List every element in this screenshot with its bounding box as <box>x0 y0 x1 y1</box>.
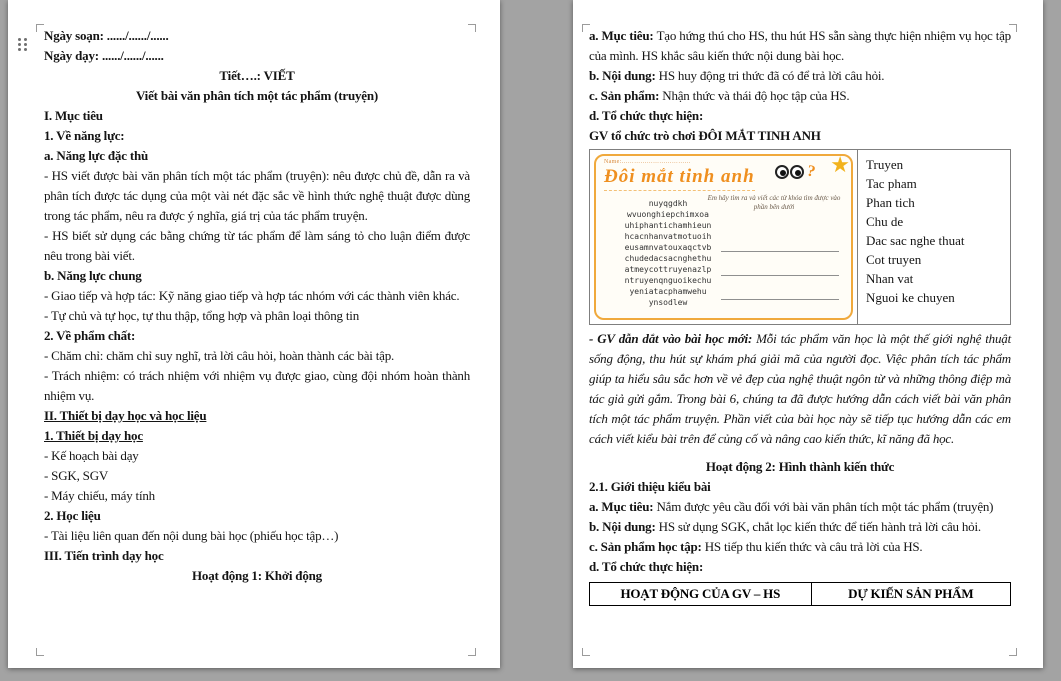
right-bottom-blocks <box>589 329 1011 577</box>
keyword-item: Cot truyen <box>866 252 922 267</box>
puzzle-letters-row: ntruyenqnguoikechu <box>624 276 712 285</box>
paragraph <box>44 506 470 526</box>
text-run: a. Năng lực đặc thù <box>44 148 149 163</box>
text-run: Viết bài văn phân tích một tác phẩm (truyện) <box>135 88 379 103</box>
text-run: Nắm được yêu cầu đối với bài văn phân tích một tác phẩm (truyện) <box>656 499 994 514</box>
paragraph <box>589 329 1011 449</box>
paragraph <box>44 266 470 286</box>
paragraph <box>44 526 470 546</box>
paragraph <box>44 366 470 406</box>
text-run: - Máy chiếu, máy tính <box>44 488 155 503</box>
keyword-item: Truyen <box>866 157 904 172</box>
puzzle-letters-row: uhiphantichamhieun <box>624 221 712 230</box>
paragraph <box>44 146 470 166</box>
text-run: Nhận thức và thái độ học tập của HS. <box>662 88 850 103</box>
text-run: HS huy động tri thức đã có để trả lời câu hỏi. <box>658 68 885 83</box>
puzzle-letters-row: eusamnvatouxaqctvb <box>624 243 712 252</box>
puzzle-letters-row: nuyqgdkh <box>648 199 688 208</box>
text-run: Hoạt động 2: Hình thành kiến thức <box>705 459 895 474</box>
text-run: HS tiếp thu kiến thức và câu trả lời của HS. <box>704 539 923 554</box>
name-label: Name:…………………………… <box>604 159 691 165</box>
text-run: 1. Thiết bị dạy học <box>44 428 143 443</box>
paragraph <box>44 66 470 86</box>
text-run: - GV dẫn dắt vào bài học mới: <box>589 331 757 346</box>
game-card-cell <box>590 150 858 324</box>
paragraph <box>44 466 470 486</box>
puzzle-letters-row: ynsodlew <box>648 298 688 307</box>
paragraph <box>589 557 1011 577</box>
text-run: - HS biết sử dụng các bằng chứng từ tác phẩm để làm sáng tỏ cho luận điểm được nêu trong bài viết. <box>44 228 470 263</box>
text-run: - SGK, SGV <box>44 468 109 483</box>
paragraph <box>44 126 470 146</box>
text-run: a. Mục tiêu: <box>589 499 657 514</box>
text-run: - Trách nhiệm: có trách nhiệm với nhiệm vụ được giao, cùng đội nhóm hoàn thành nhiệm vụ. <box>44 368 470 403</box>
right-page-content <box>573 0 1043 668</box>
paragraph <box>44 46 470 66</box>
googly-eyes-icon <box>775 163 815 181</box>
text-run: d. Tổ chức thực hiện: <box>589 108 704 123</box>
text-run: - Kế hoạch bài dạy <box>44 448 139 463</box>
paragraph <box>589 26 1011 66</box>
keyword-item: Nguoi ke chuyen <box>866 290 955 305</box>
answer-line <box>721 228 839 252</box>
paragraph <box>589 477 1011 497</box>
paragraph <box>44 346 470 366</box>
right-top-blocks <box>589 26 1011 146</box>
text-run: - HS viết được bài văn phân tích một tác phẩm (truyện): nêu được chủ đề, dẫn ra và phân tích được tác dụng của một vài nét đặc sắc về hình thức nghệ thuật được dùng trong tác phẩm, nêu ra được ý nghĩa, giá trị của tác phẩm truyện. <box>44 168 470 223</box>
keyword-item: Phan tich <box>866 195 915 210</box>
game-title: Đôi mắt tinh anh <box>604 166 755 191</box>
text-run: c. Sản phẩm học tập: <box>589 539 705 554</box>
text-run: - Tài liệu liên quan đến nội dung bài học (phiếu học tập…) <box>44 528 339 543</box>
paragraph <box>44 286 470 306</box>
answer-line <box>721 300 839 320</box>
paragraph <box>589 106 1011 126</box>
text-run: III. Tiến trình dạy học <box>44 548 164 563</box>
text-run: 2.1. Giới thiệu kiểu bài <box>589 479 711 494</box>
keyword-item: Tac pham <box>866 176 917 191</box>
paragraph <box>44 446 470 466</box>
text-run: GV tổ chức trò chơi ĐÔI MẮT TINH ANH <box>589 128 821 143</box>
table-header-du-kien: DỰ KIẾN SẢN PHẨM <box>811 583 1010 606</box>
eye-icon <box>790 165 804 179</box>
paragraph <box>589 497 1011 517</box>
text-run: Ngày dạy: ....../....../...... <box>44 48 164 63</box>
puzzle-letters-row: wvuonghiepchimxoa <box>627 210 709 219</box>
text-run: HS sử dụng SGK, chắt lọc kiến thức để tiến hành trả lời câu hỏi. <box>658 519 981 534</box>
paragraph <box>44 566 470 586</box>
answer-lines <box>721 228 839 320</box>
paragraph <box>44 486 470 506</box>
text-run: b. Năng lực chung <box>44 268 142 283</box>
text-run: d. Tổ chức thực hiện: <box>589 559 704 574</box>
word-search-blob <box>604 198 732 308</box>
paragraph <box>589 457 1011 477</box>
answer-line <box>721 252 839 276</box>
paragraph <box>44 86 470 106</box>
game-figure[interactable] <box>589 149 1011 325</box>
paragraph <box>44 166 470 226</box>
text-run: Tạo hứng thú cho HS, thu hút HS sẵn sàng thực hiện nhiệm vụ học tập của mình. HS khắc sâu kiến thức nội dung bài học. <box>589 28 1011 63</box>
table-header-row <box>590 583 1011 606</box>
text-run: - Chăm chỉ: chăm chỉ suy nghĩ, trả lời câu hỏi, hoàn thành các bài tập. <box>44 348 395 363</box>
answer-line <box>721 276 839 300</box>
paragraph <box>589 66 1011 86</box>
text-run: Hoạt động 1: Khởi động <box>192 568 322 583</box>
question-mark-icon: ? <box>805 162 817 181</box>
text-run: - Giao tiếp và hợp tác: Kỹ năng giao tiếp và hợp tác nhóm với các thành viên khác. <box>44 288 460 303</box>
paragraph <box>589 126 1011 146</box>
game-card <box>594 154 853 320</box>
paragraph <box>44 306 470 326</box>
puzzle-letters-row: yeniatacphamwehu <box>629 287 707 296</box>
paragraph <box>44 106 470 126</box>
text-run: Ngày soạn: ....../....../...... <box>44 28 169 43</box>
paragraph <box>589 537 1011 557</box>
text-run: 1. Về năng lực: <box>44 128 125 143</box>
gv-hs-table <box>589 582 1011 606</box>
paragraph <box>44 326 470 346</box>
text-run: 2. Học liệu <box>44 508 101 523</box>
game-instruction: Em hãy tìm ra và viết các từ khóa tìm được vào phần bên dưới <box>707 194 841 211</box>
text-run: 2. Về phẩm chất: <box>44 328 136 343</box>
text-run: I. Mục tiêu <box>44 108 103 123</box>
star-icon: ★ <box>830 154 850 177</box>
text-run: c. Sản phẩm: <box>589 88 663 103</box>
left-page-content <box>8 0 500 668</box>
text-run: a. Mục tiêu: <box>589 28 657 43</box>
text-run: Tiết….: VIẾT <box>219 68 295 83</box>
puzzle-letters-row: hcacnhanvatmotuoih <box>624 232 712 241</box>
text-run: b. Nội dung: <box>589 519 659 534</box>
paragraph <box>44 406 470 426</box>
paragraph <box>589 517 1011 537</box>
paragraph <box>44 426 470 446</box>
paragraph <box>44 546 470 566</box>
text-run: II. Thiết bị dạy học và học liệu <box>44 408 207 423</box>
text-run: Mỗi tác phẩm văn học là một thế giới nghệ thuật sống động, thu hút sự khám phá giải mã của người đọc. Việc phân tích tác phẩm giúp ta hiểu sâu sắc hơn về vẻ đẹp của nghệ thuật ngôn từ và những thông điệp mà tác giả gửi gắm. Trong bài 6, chúng ta đã được hướng dẫn cách viết bài văn phân tích một tác phẩm truyện. Phần viết của bài học này sẽ tiếp tục hướng dẫn các em cách viết kiểu bài trên để củng cố và nâng cao kiến thức, kĩ năng đã học. <box>589 331 1011 446</box>
puzzle-letters-row: chudedacsacnghethu <box>624 254 712 263</box>
text-run: b. Nội dung: <box>589 68 659 83</box>
text-run: - Tự chủ và tự học, tự thu thập, tổng hợp và phân loại thông tin <box>44 308 360 323</box>
keyword-item: Chu de <box>866 214 904 229</box>
keyword-item: Nhan vat <box>866 271 914 286</box>
puzzle-letters-row: atmeycottruyenazlp <box>624 265 712 274</box>
keyword-list <box>858 150 1010 324</box>
eye-icon <box>775 165 789 179</box>
keyword-item: Dac sac nghe thuat <box>866 233 965 248</box>
paragraph <box>44 226 470 266</box>
table-header-gv-hs: HOẠT ĐỘNG CỦA GV – HS <box>590 583 812 606</box>
paragraph <box>589 86 1011 106</box>
paragraph <box>44 26 470 46</box>
document-page-right <box>573 0 1043 668</box>
document-page-left <box>8 0 500 668</box>
